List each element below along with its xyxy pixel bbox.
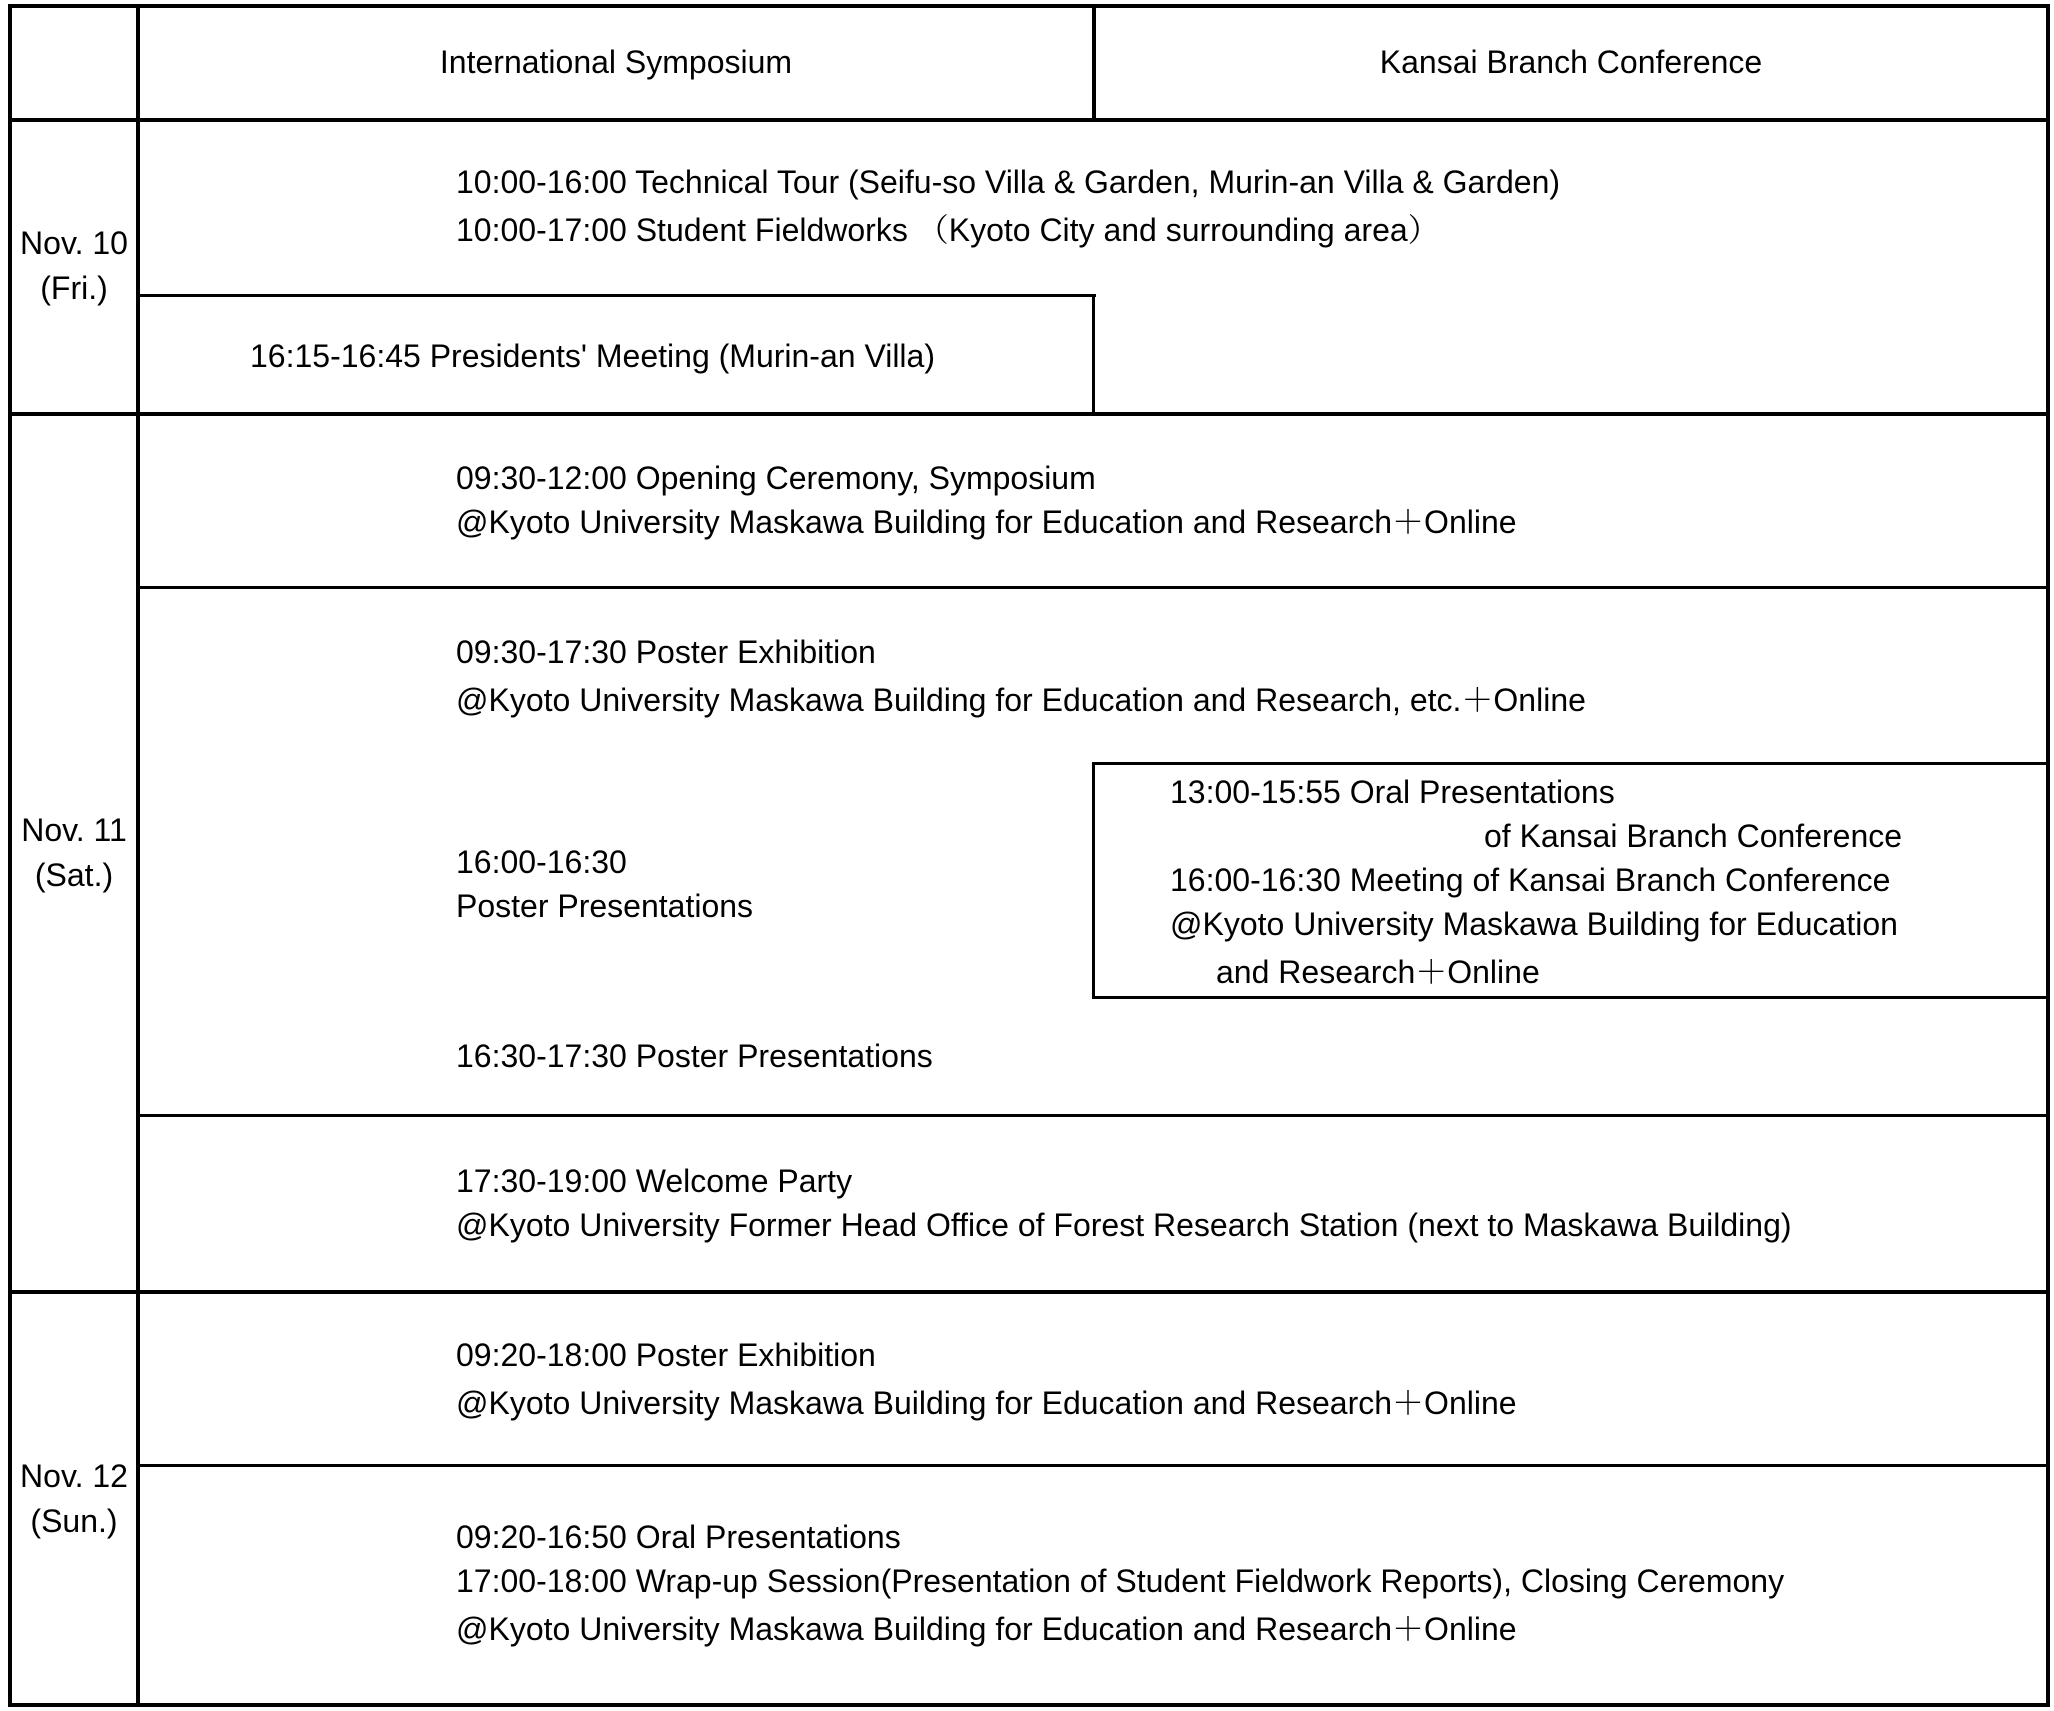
day1-date: Nov. 10 [20,225,128,261]
kansai-oral-presentations-cont: of Kansai Branch Conference [1484,818,1903,854]
day2-date: Nov. 11 [21,812,127,848]
poster-row-divider [136,1114,2050,1117]
header-international-symposium: International Symposium [439,44,793,80]
day3-date: Nov. 12 [20,1458,128,1494]
opening-ceremony-venue: @Kyoto University Maskawa Building for Education and Research＋Online [456,504,1517,540]
table-border-right [2046,4,2050,1707]
table-border-left [8,4,12,1707]
poster-presentations-label: Poster Presentations [456,888,754,924]
kansai-meeting: 16:00-16:30 Meeting of Kansai Branch Conference [1170,862,1891,898]
kansai-oral-presentations: 13:00-15:55 Oral Presentations [1170,774,1615,810]
presidents-meeting: 16:15-16:45 Presidents' Meeting (Murin-an Villa) [250,338,935,374]
day3-venue: @Kyoto University Maskawa Building for Education and Research＋Online [456,1611,1517,1647]
poster-presentations-late: 16:30-17:30 Poster Presentations [456,1038,933,1074]
day3-row-divider [136,1464,2050,1467]
presidents-box-right [1092,294,1095,414]
day3-oral-presentations: 09:20-16:50 Oral Presentations [456,1519,901,1555]
kansai-box-left [1092,762,1095,999]
day-divider-2 [8,1290,2050,1294]
poster-exhibition-time: 09:30-17:30 Poster Exhibition [456,634,876,670]
student-fieldworks: 10:00-17:00 Student Fieldworks （Kyoto City and surrounding area） [456,212,1440,248]
date-column-divider [136,4,140,1707]
day-divider-1 [8,412,2050,416]
kansai-venue: @Kyoto University Maskawa Building for Education [1170,906,1898,942]
table-border-bottom [8,1703,2050,1707]
day3-poster-exhibition-venue: @Kyoto University Maskawa Building for Education and Research＋Online [456,1385,1517,1421]
day1-weekday: (Fri.) [40,270,108,306]
technical-tour: 10:00-16:00 Technical Tour (Seifu-so Villa & Garden, Murin-an Villa & Garden) [456,164,1561,200]
welcome-party-venue: @Kyoto University Former Head Office of Forest Research Station (next to Maskawa Building) [456,1207,1792,1243]
day3-weekday: (Sun.) [30,1503,118,1539]
poster-presentations-time: 16:00-16:30 [456,844,627,880]
opening-ceremony-time: 09:30-12:00 Opening Ceremony, Symposium [456,460,1096,496]
welcome-party: 17:30-19:00 Welcome Party [456,1163,853,1199]
header-kansai-branch-conference: Kansai Branch Conference [1379,44,1763,80]
kansai-venue-cont: and Research＋Online [1216,954,1540,990]
poster-exhibition-venue: @Kyoto University Maskawa Building for Education and Research, etc.＋Online [456,682,1586,718]
table-border-top [8,4,2050,8]
day2-weekday: (Sat.) [34,857,114,893]
header-divider [8,118,2050,122]
kansai-box-bottom [1092,996,2050,999]
day3-wrapup-session: 17:00-18:00 Wrap-up Session(Presentation of Student Fieldwork Reports), Closing Ceremony [456,1563,1785,1599]
presidents-box-top [136,294,1096,297]
day3-poster-exhibition-time: 09:20-18:00 Poster Exhibition [456,1337,876,1373]
header-column-divider [1092,4,1096,122]
kansai-box-top [1092,762,2050,765]
opening-row-divider [136,586,2050,589]
